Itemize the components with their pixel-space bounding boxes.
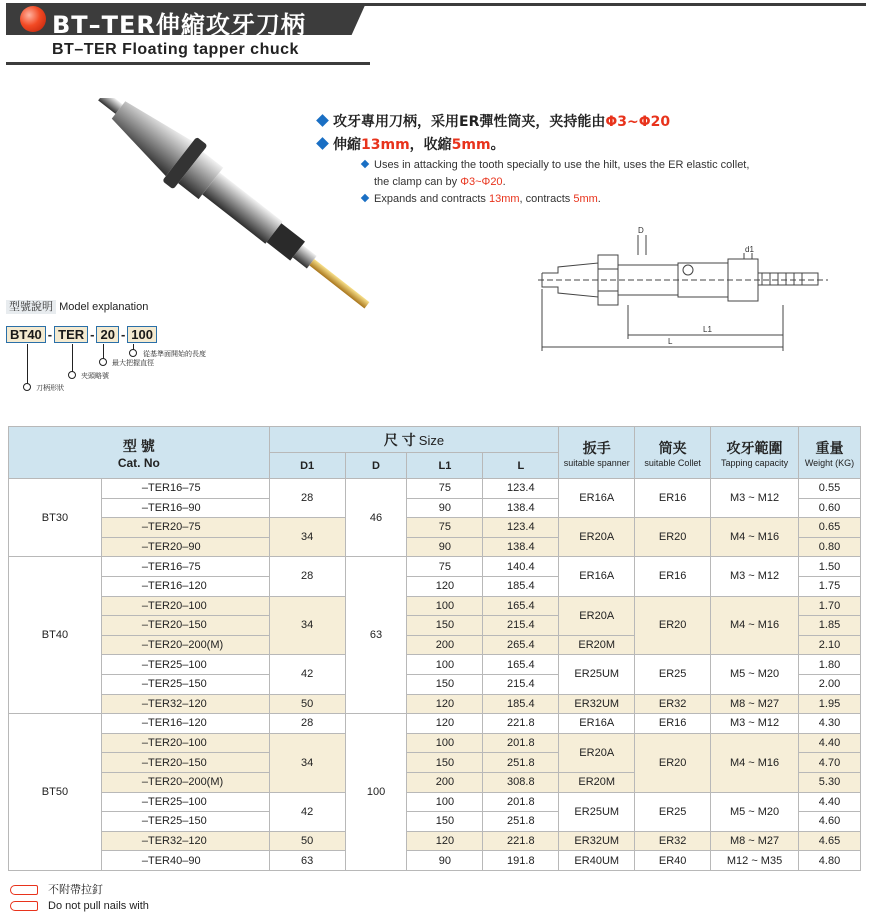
table-cell: 63 <box>345 557 407 714</box>
table-cell: 4.40 <box>799 733 861 753</box>
table-cell: ER20A <box>559 518 635 557</box>
table-cell: 4.80 <box>799 851 861 871</box>
table-cell: –TER16–90 <box>101 498 269 518</box>
table-cell: ER32 <box>635 831 711 851</box>
feature-en-3-text: Expands and contracts <box>374 193 489 205</box>
table-cell: 100 <box>407 733 483 753</box>
table-cell: –TER32–120 <box>101 694 269 714</box>
group-bt50: BT50 <box>9 714 102 871</box>
table-cell: 1.50 <box>799 557 861 577</box>
header-text: suitable Collet <box>644 457 701 468</box>
table-cell: ER20A <box>559 596 635 635</box>
table-cell: 150 <box>407 753 483 773</box>
table-cell: 100 <box>407 792 483 812</box>
table-cell: ER20A <box>559 733 635 772</box>
diamond-bullet-icon <box>316 114 329 127</box>
table-cell: –TER25–100 <box>101 792 269 812</box>
table-cell: 4.70 <box>799 753 861 773</box>
table-cell: 138.4 <box>483 537 559 557</box>
table-cell: 221.8 <box>483 714 559 734</box>
table-cell: 265.4 <box>483 635 559 655</box>
model-explanation-label <box>6 298 148 314</box>
model-label-en: Model explanation <box>59 301 149 313</box>
dim-l1-label: L1 <box>703 325 712 334</box>
table-cell: 90 <box>407 851 483 871</box>
footer-note-en-text: Do not pull nails with <box>48 900 149 912</box>
table-cell: –TER20–100 <box>101 596 269 616</box>
table-cell: –TER20–150 <box>101 616 269 636</box>
table-cell: ER16A <box>559 479 635 518</box>
header-model <box>9 427 270 479</box>
header-text: 重量 <box>815 439 844 456</box>
feature-en-1-text: Uses in attacking the tooth specially to use the hilt, uses the ER elastic collet, <box>374 159 750 171</box>
header-text: 攻牙範圍 <box>726 439 783 456</box>
table-cell: 191.8 <box>483 851 559 871</box>
marker-dot-icon <box>129 349 137 357</box>
model-code: BT40 - TER - 20 - 100 <box>6 326 157 343</box>
table-cell: 138.4 <box>483 498 559 518</box>
group-bt40: BT40 <box>9 557 102 714</box>
ann-collet: 夹頭略號 <box>81 373 109 380</box>
table-cell: –TER40–90 <box>101 851 269 871</box>
table-cell: ER32UM <box>559 694 635 714</box>
table-cell: 2.10 <box>799 635 861 655</box>
table-cell: 75 <box>407 518 483 538</box>
table-row <box>9 694 861 714</box>
table-cell: ER25 <box>635 792 711 831</box>
table-cell: 75 <box>407 557 483 577</box>
table-cell: M8 ~ M27 <box>711 694 799 714</box>
table-row <box>9 851 861 871</box>
table-cell: –TER16–120 <box>101 714 269 734</box>
table-cell: ER16 <box>635 557 711 596</box>
table-cell: 2.00 <box>799 674 861 694</box>
table-cell: M3 ~ M12 <box>711 479 799 518</box>
table-cell: 1.85 <box>799 616 861 636</box>
marker-dot-icon <box>23 383 31 391</box>
marker-dot-icon <box>68 371 76 379</box>
table-row <box>9 792 861 812</box>
table-cell: 75 <box>407 479 483 499</box>
table-cell: 4.40 <box>799 792 861 812</box>
ann-length: 從基準面開始的長度 <box>143 351 206 358</box>
table-cell: 308.8 <box>483 772 559 792</box>
feature-cn-1-text: 攻牙專用刀柄，采用ER彈性筒夹，夹持能由 <box>333 114 606 130</box>
table-cell: ER20M <box>559 772 635 792</box>
table-cell: M8 ~ M27 <box>711 831 799 851</box>
table-cell: 28 <box>269 557 345 596</box>
feature-cn-1 <box>318 111 670 131</box>
table-cell: 1.80 <box>799 655 861 675</box>
table-cell: 4.65 <box>799 831 861 851</box>
table-cell: 0.80 <box>799 537 861 557</box>
dim-d-label: D <box>638 226 644 235</box>
table-cell: –TER20–100 <box>101 733 269 753</box>
ann-diameter: 最大把握直徑 <box>112 360 154 367</box>
table-cell: ER25UM <box>559 655 635 694</box>
header-text: suitable spanner <box>563 457 630 468</box>
table-cell: M3 ~ M12 <box>711 557 799 596</box>
feature-en-3-contract: 5mm <box>573 193 598 205</box>
header-l: L <box>483 453 559 479</box>
table-cell: 120 <box>407 576 483 596</box>
table-cell: ER25 <box>635 655 711 694</box>
table-cell: M12 ~ M35 <box>711 851 799 871</box>
page-title: BT–TER伸縮攻牙刀柄 <box>52 11 306 39</box>
table-cell: 251.8 <box>483 753 559 773</box>
header-text: Size <box>418 432 445 448</box>
table-cell: 0.65 <box>799 518 861 538</box>
header-text: 筒夹 <box>658 439 687 456</box>
table-cell: –TER20–200(M) <box>101 772 269 792</box>
table-cell: –TER16–120 <box>101 576 269 596</box>
table-cell: 215.4 <box>483 674 559 694</box>
header-tapping <box>711 427 799 479</box>
table-cell: –TER20–90 <box>101 537 269 557</box>
table-cell: 63 <box>269 851 345 871</box>
table-cell: 50 <box>269 831 345 851</box>
table-cell: ER20 <box>635 518 711 557</box>
marker-dot-icon <box>99 358 107 366</box>
table-cell: 28 <box>269 714 345 734</box>
table-cell: 46 <box>345 479 407 557</box>
footer-note-en <box>10 900 149 912</box>
page-subtitle: BT–TER Floating tapper chuck <box>52 41 299 58</box>
footer-note-cn <box>10 881 103 897</box>
header-spanner <box>559 427 635 479</box>
table-cell: 100 <box>345 714 407 871</box>
header-text: Tapping capacity <box>721 457 789 468</box>
table-row <box>9 655 861 675</box>
table-cell: 34 <box>269 733 345 792</box>
feature-cn-2-mid: ，收縮 <box>409 137 452 153</box>
table-cell: ER40UM <box>559 851 635 871</box>
table-cell: 185.4 <box>483 694 559 714</box>
table-cell: 100 <box>407 596 483 616</box>
table-cell: 90 <box>407 537 483 557</box>
table-cell: 221.8 <box>483 831 559 851</box>
table-cell: 120 <box>407 714 483 734</box>
table-cell: 4.30 <box>799 714 861 734</box>
table-row <box>9 479 861 499</box>
feature-cn-2-text: 伸縮 <box>333 137 361 153</box>
ann-shank: 刀柄形狀 <box>36 385 64 392</box>
table-cell: 120 <box>407 831 483 851</box>
table-cell: 150 <box>407 616 483 636</box>
table-cell: 251.8 <box>483 812 559 832</box>
header-text: 扳手 <box>582 439 611 456</box>
table-cell: ER16A <box>559 714 635 734</box>
dim-d1-label: d1 <box>745 245 754 254</box>
header-l1: L1 <box>407 453 483 479</box>
table-cell: 90 <box>407 498 483 518</box>
table-cell: ER16A <box>559 557 635 596</box>
header-d1: D1 <box>269 453 345 479</box>
table-cell: 1.95 <box>799 694 861 714</box>
table-cell: –TER16–75 <box>101 557 269 577</box>
group-bt30: BT30 <box>9 479 102 557</box>
table-cell: –TER20–200(M) <box>101 635 269 655</box>
table-cell: 0.55 <box>799 479 861 499</box>
table-cell: –TER25–150 <box>101 812 269 832</box>
table-cell: 28 <box>269 479 345 518</box>
feature-en-3-mid: , contracts <box>519 193 574 205</box>
code-collet: TER <box>54 326 88 343</box>
table-cell: –TER20–75 <box>101 518 269 538</box>
table-cell: –TER32–120 <box>101 831 269 851</box>
table-cell: 140.4 <box>483 557 559 577</box>
feature-en-3-end: . <box>597 193 601 205</box>
table-cell: 34 <box>269 518 345 557</box>
table-cell: 185.4 <box>483 576 559 596</box>
table-cell: 4.60 <box>799 812 861 832</box>
red-ball-icon <box>20 6 46 32</box>
table-cell: 200 <box>407 635 483 655</box>
header-text: 型 號 <box>122 437 155 454</box>
table-cell: ER40 <box>635 851 711 871</box>
table-cell: 150 <box>407 812 483 832</box>
table-row <box>9 518 861 538</box>
table-cell: 165.4 <box>483 596 559 616</box>
table-cell: 123.4 <box>483 479 559 499</box>
table-cell: 165.4 <box>483 655 559 675</box>
diamond-bullet-icon <box>361 160 369 168</box>
table-row <box>9 733 861 753</box>
table-cell: ER32UM <box>559 831 635 851</box>
feature-cn-2-expand: 13mm <box>361 137 410 153</box>
pointing-hand-icon <box>10 885 38 895</box>
code-diameter: 20 <box>96 326 118 343</box>
model-label-cn: 型號說明 <box>6 300 56 314</box>
table-cell: 50 <box>269 694 345 714</box>
table-cell: M5 ~ M20 <box>711 792 799 831</box>
header-text: 尺 寸 <box>383 431 416 448</box>
table-row <box>9 831 861 851</box>
table-cell: 1.70 <box>799 596 861 616</box>
table-cell: 215.4 <box>483 616 559 636</box>
dim-l-label: L <box>668 337 673 346</box>
table-cell: M4 ~ M16 <box>711 733 799 792</box>
table-cell: M3 ~ M12 <box>711 714 799 734</box>
feature-cn-1-range: Φ3~Φ20 <box>605 114 671 130</box>
table-cell: ER20 <box>635 733 711 792</box>
feature-en-2-end: . <box>502 176 506 188</box>
feature-en-1 <box>362 157 749 208</box>
feature-cn-2 <box>318 134 505 154</box>
technical-drawing <box>538 225 838 355</box>
pointing-hand-icon <box>10 901 38 911</box>
table-cell: 201.8 <box>483 733 559 753</box>
table-cell: ER25UM <box>559 792 635 831</box>
table-cell: 1.75 <box>799 576 861 596</box>
table-cell: M5 ~ M20 <box>711 655 799 694</box>
table-cell: M4 ~ M16 <box>711 596 799 655</box>
diamond-bullet-icon <box>361 194 369 202</box>
table-cell: –TER25–150 <box>101 674 269 694</box>
diamond-bullet-icon <box>316 137 329 150</box>
table-cell: ER16 <box>635 714 711 734</box>
table-cell: –TER20–150 <box>101 753 269 773</box>
table-row <box>9 714 861 734</box>
table-cell: ER16 <box>635 479 711 518</box>
table-row <box>9 557 861 577</box>
feature-cn-2-end: 。 <box>490 137 505 153</box>
footer-note-cn-text: 不附帶拉釘 <box>48 884 103 896</box>
table-cell: 34 <box>269 596 345 655</box>
table-row <box>9 596 861 616</box>
header-collet <box>635 427 711 479</box>
table-cell: ER32 <box>635 694 711 714</box>
table-cell: 100 <box>407 655 483 675</box>
table-cell: 5.30 <box>799 772 861 792</box>
table-cell: –TER16–75 <box>101 479 269 499</box>
feature-en-2-text: the clamp can by <box>374 176 461 188</box>
subtitle-underline <box>6 62 370 65</box>
table-cell: ER20 <box>635 596 711 655</box>
table-cell: 150 <box>407 674 483 694</box>
table-cell: –TER25–100 <box>101 655 269 675</box>
table-cell: 0.60 <box>799 498 861 518</box>
header-text: Cat. No <box>117 455 160 470</box>
table-cell: 201.8 <box>483 792 559 812</box>
feature-en-3-expand: 13mm <box>488 193 520 205</box>
table-cell: 123.4 <box>483 518 559 538</box>
header-size <box>269 427 559 453</box>
table-cell: 120 <box>407 694 483 714</box>
table-cell: 42 <box>269 792 345 831</box>
code-length: 100 <box>127 326 157 343</box>
spec-table <box>8 426 861 871</box>
header-text: Weight (KG) <box>804 457 855 468</box>
table-cell: 42 <box>269 655 345 694</box>
table-cell: ER20M <box>559 635 635 655</box>
header-weight <box>799 427 861 479</box>
header-d: D <box>345 453 407 479</box>
table-cell: M4 ~ M16 <box>711 518 799 557</box>
feature-en-2-range: Φ3~Φ20 <box>460 176 503 188</box>
code-shank: BT40 <box>6 326 46 343</box>
feature-cn-2-contract: 5mm <box>451 137 491 153</box>
table-cell: 200 <box>407 772 483 792</box>
